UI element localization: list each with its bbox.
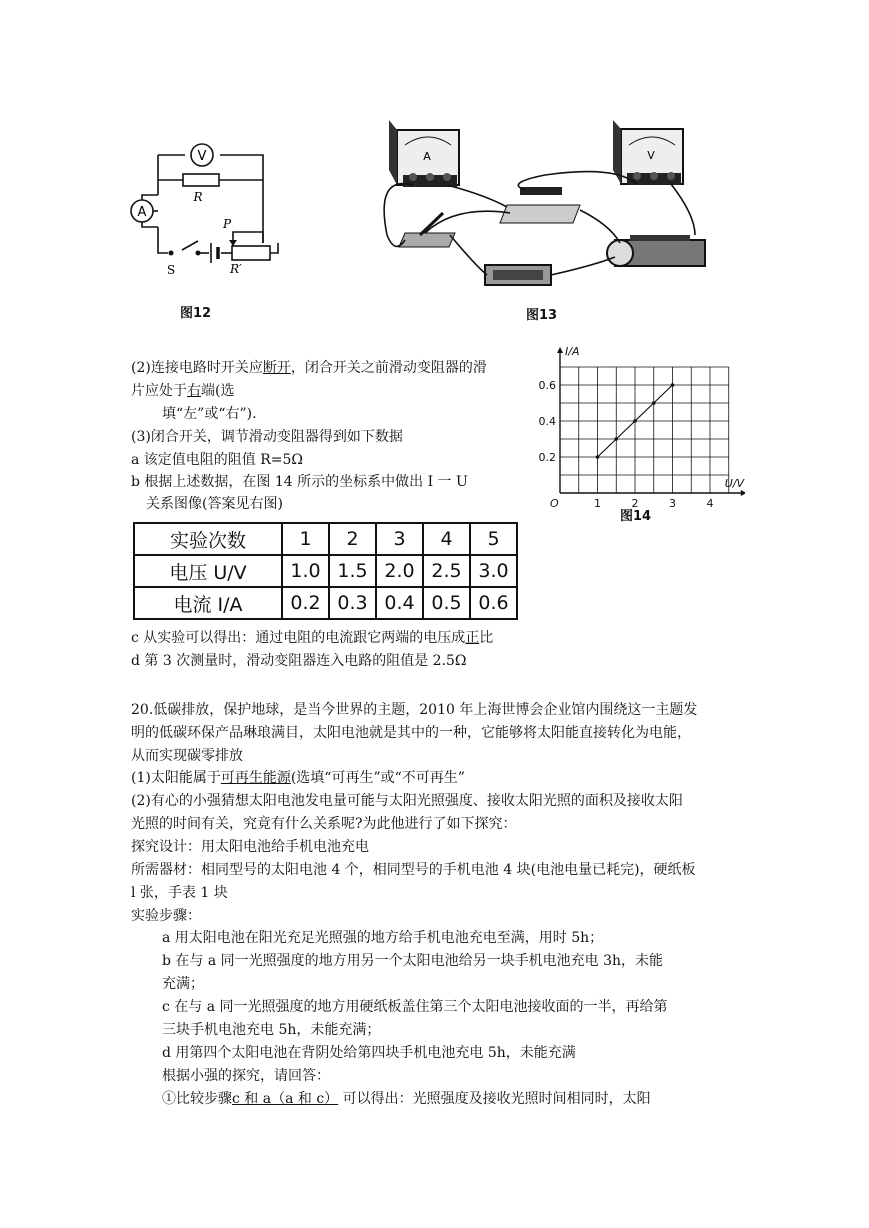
y-tick-label: 0.4 [538,415,556,428]
table-cell: 2.5 [423,555,470,587]
data-point [614,437,618,441]
table-cell: 1.0 [282,555,329,587]
fig12-resistor-label: R [193,190,203,204]
q20-step-c: c 在与 a 同一光照强度的地方用硬纸板盖住第三个太阳电池接收面的一半，再给第 [162,999,668,1015]
table-cell: 5 [470,523,517,555]
table-cell: 4 [423,523,470,555]
table-row [134,523,517,555]
q20-step-b-cont: 充满； [162,976,204,992]
circuit-diagram-fig12 [120,128,290,278]
q19-part2-line2: 片应处于右端(选 [131,383,235,399]
table-row [134,555,517,587]
q20-line-9: l 张，手表 1 块 [131,885,228,901]
q20-line-3: 从而实现碳零排放 [131,748,243,764]
table-cell: 0.6 [470,587,517,619]
table-row [134,587,517,619]
table-cell: 0.2 [282,587,329,619]
q19-part2-line3: 填“左”或“右”). [162,406,257,422]
fig12-p-label: P [223,217,232,231]
q20-line-6: 光照的时间有关，究竟有什么关系呢?为此他进行了如下探究： [131,816,517,832]
table-cell: 3 [376,523,423,555]
table-cell: 0.4 [376,587,423,619]
q20-line-2: 明的低碳环保产品琳琅满目，太阳电池就是其中的一种，它能够将太阳能直接转化为电能， [131,725,691,741]
ammeter-device [389,120,459,187]
y-tick-label: 0.2 [538,451,556,464]
q20-line-4: (1)太阳能属于可再生能源(选填“可再生”或“不可再生” [131,770,465,786]
q20-step-b: b 在与 a 同一光照强度的地方用另一个太阳电池给另一块手机电池充电 3h，未能 [162,953,664,969]
data-point [671,383,675,387]
q20-line-7: 探究设计：用太阳电池给手机电池充电 [131,839,369,855]
q19-part-b-line2: 关系图像(答案见右图) [146,496,283,512]
q20-line-5: (2)有心的小强猜想太阳电池发电量可能与太阳光照强度、接收太阳光照的面积及接收太阳 [131,793,683,809]
table-cell: 1 [282,523,329,555]
fig12-caption: 图12 [180,306,212,321]
answer-proportional: 正 [465,630,480,646]
fig12-ammeter-label: A [137,205,147,220]
fig13-voltmeter-label: V [647,149,655,162]
x-tick-label: 3 [669,497,676,510]
q20-line-18: ①比较步骤c 和 a（a 和 c） 可以得出：光照强度及接收光照时间相同时，太阳 [162,1091,651,1107]
q20-line-1: 20.低碳排放，保护地球，是当今世界的主题，2010 年上海世博会企业馆内围绕这一主题发 [131,702,698,718]
x-tick-label: 4 [706,497,714,510]
y-tick-label: 0.6 [538,379,556,392]
data-point [633,419,637,423]
fig12-rheostat-label: R′ [230,262,242,276]
fig12-voltmeter-label: V [197,149,207,164]
q19-part-c: c 从实验可以得出：通过电阻的电流跟它两端的电压成正比 [131,630,494,646]
table-cell: 2.0 [376,555,423,587]
q20-step-d: d 用第四个太阳电池在背阴处给第四块手机电池充电 5h，未能充满 [162,1045,576,1061]
header-voltage: 电压 U/V [134,555,282,587]
x-tick-label: 1 [594,497,601,510]
x-tick-label: 2 [631,497,639,510]
q20-line-8: 所需器材：相同型号的太阳电池 4 个，相同型号的手机电池 4 块(电池电量已耗完)，硬纸板 [131,862,696,878]
q19-part-d: d 第 3 次测量时，滑动变阻器连入电路的阻值是 2.5Ω [131,653,467,669]
q20-step-c-cont: 三块手机电池充电 5h，未能充满； [162,1022,381,1038]
table-cell: 1.5 [329,555,376,587]
q19-part2-line1: (2)连接电路时开关应断开，闭合开关之前滑动变阻器的滑 [131,360,487,376]
data-table [133,522,518,620]
iu-chart-fig14 [535,345,745,515]
header-current: 电流 I/A [134,587,282,619]
x-axis-arrow [741,490,745,496]
origin-label: O [550,497,559,510]
answer-open: 断开 [262,360,291,376]
answer-renewable: 可再生能源 [220,770,291,786]
x-axis-label: U/V [724,477,745,490]
q20-line-10: 实验步骤： [131,908,201,924]
q19-part3: (3)闭合开关，调节滑动变阻器得到如下数据 [131,429,403,445]
q20-step-a: a 用太阳电池在阳光充足光照强的地方给手机电池充电至满，用时 5h； [162,930,604,946]
y-axis-label: I/A [565,345,580,358]
q19-part-b-line1: b 根据上述数据，在图 14 所示的坐标系中做出 I 一 U [131,474,468,490]
q19-part-a: a 该定值电阻的阻值 R=5Ω [131,452,304,468]
table-cell: 0.3 [329,587,376,619]
table-cell: 0.5 [423,587,470,619]
data-point [652,401,656,405]
y-axis-arrow [557,347,563,353]
q20-line-17: 根据小强的探究，请回答： [162,1068,330,1084]
fig14-caption: 图14 [620,509,652,524]
fig13-caption: 图13 [526,308,558,323]
table-cell: 3.0 [470,555,517,587]
fig12-switch-label: S [167,263,176,277]
fig13-ammeter-label: A [423,150,431,163]
header-trial: 实验次数 [134,523,282,555]
answer-compare-steps: c 和 a（a 和 c） [232,1091,339,1107]
apparatus-illustration-fig13 [375,115,735,300]
data-point [596,455,600,459]
voltmeter-device [613,120,683,185]
answer-right: 右 [187,383,201,399]
table-cell: 2 [329,523,376,555]
